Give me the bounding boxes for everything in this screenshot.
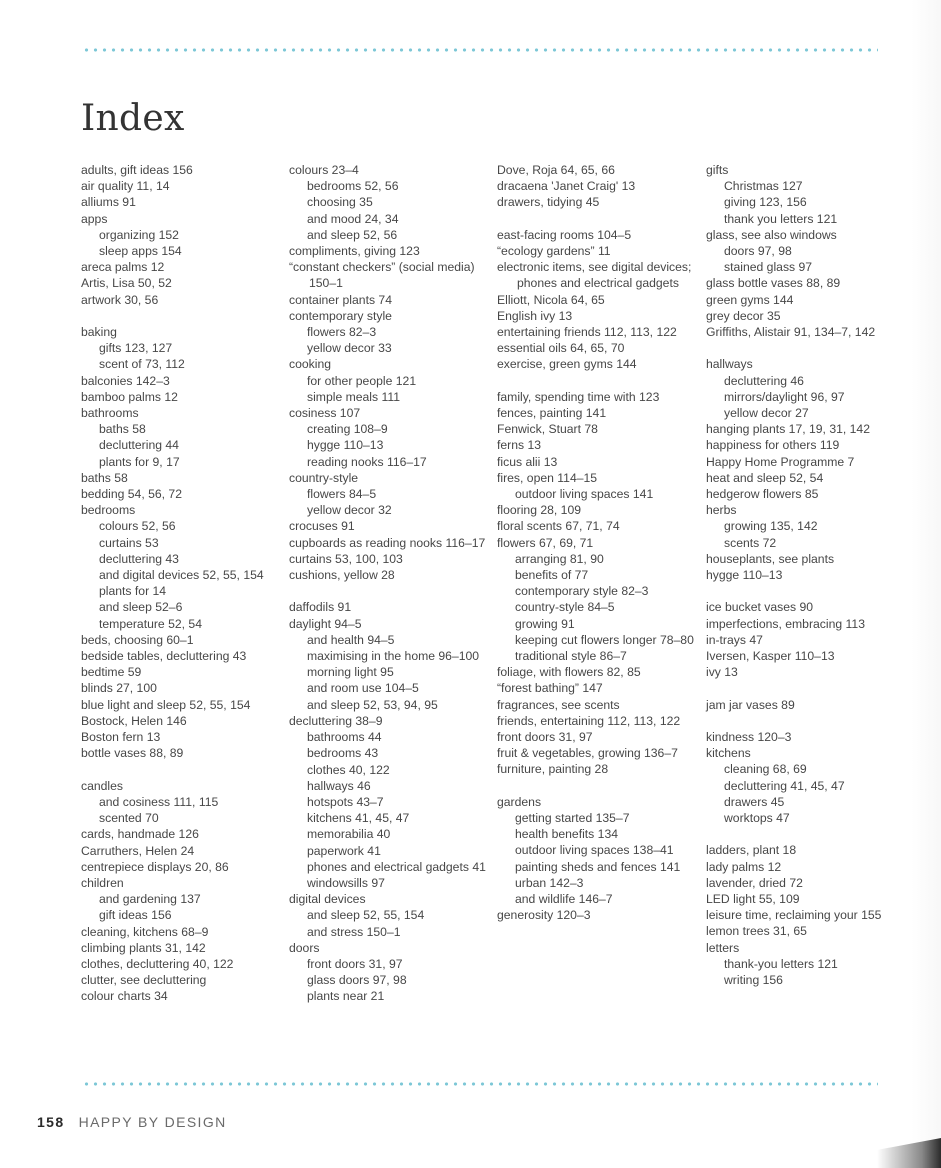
index-entry: green gyms 144: [706, 292, 794, 307]
index-entry: happiness for others 119: [706, 438, 840, 453]
index-subentry: decluttering 41, 45, 47: [724, 778, 845, 793]
index-subentry: phones and electrical gadgets 41: [307, 859, 486, 874]
index-subentry: creating 108–9: [307, 422, 388, 437]
index-entry: kindness 120–3: [706, 730, 792, 745]
index-entry: Artis, Lisa 50, 52: [81, 276, 172, 291]
index-entry: hygge 110–13: [706, 568, 783, 583]
index-entry: daylight 94–5: [289, 616, 362, 631]
index-subentry: stained glass 97: [724, 260, 813, 275]
page-footer: [37, 1114, 227, 1130]
index-entry: Happy Home Programme 7: [706, 454, 855, 469]
entry-spacer: [81, 762, 281, 778]
index-entry: generosity 120–3: [497, 908, 591, 923]
index-entry: balconies 142–3: [81, 373, 170, 388]
index-subentry: getting started 135–7: [515, 811, 630, 826]
index-subentry: flowers 84–5: [307, 487, 377, 502]
index-entry: Iversen, Kasper 110–13: [706, 649, 835, 664]
entry-spacer: [81, 308, 281, 324]
index-entry: bedtime 59: [81, 665, 142, 680]
index-entry: fires, open 114–15: [497, 470, 598, 485]
index-entry: grey decor 35: [706, 308, 781, 323]
index-entry: beds, choosing 60–1: [81, 632, 194, 647]
index-entry: bamboo palms 12: [81, 389, 178, 404]
index-subentry: baths 58: [99, 422, 146, 437]
index-entry: digital devices: [289, 892, 366, 907]
index-subentry: reading nooks 116–17: [307, 454, 427, 469]
index-entry: glass, see also windows: [706, 227, 837, 242]
index-subentry: thank you letters 121: [724, 211, 838, 226]
index-entry: in-trays 47: [706, 632, 763, 647]
index-subentry: curtains 53: [99, 535, 159, 550]
index-entry: gardens: [497, 794, 542, 809]
index-subentry: hallways 46: [307, 778, 371, 793]
index-subentry: and gardening 137: [99, 892, 201, 907]
index-entry: bedrooms: [81, 503, 136, 518]
index-entry: heat and sleep 52, 54: [706, 470, 824, 485]
index-entry: glass bottle vases 88, 89: [706, 276, 841, 291]
index-entry: herbs: [706, 503, 737, 518]
index-entry: English ivy 13: [497, 308, 573, 323]
index-subentry: colours 52, 56: [99, 519, 176, 534]
entry-spacer: [706, 826, 891, 842]
index-entry: clothes, decluttering 40, 122: [81, 956, 234, 971]
index-entry: lavender, dried 72: [706, 875, 803, 890]
index-subentry: and sleep 52–6: [99, 600, 183, 615]
index-entry: ivy 13: [706, 665, 738, 680]
index-entry: family, spending time with 123: [497, 389, 660, 404]
index-subentry: kitchens 41, 45, 47: [307, 811, 410, 826]
index-entry: blue light and sleep 52, 55, 154: [81, 697, 251, 712]
index-subentry: and room use 104–5: [307, 681, 419, 696]
index-subentry: thank-you letters 121: [724, 956, 838, 971]
index-entry: houseplants, see plants: [706, 551, 835, 566]
index-entry: Carruthers, Helen 24: [81, 843, 195, 858]
index-entry: baking: [81, 325, 117, 340]
index-entry: hedgerow flowers 85: [706, 487, 819, 502]
index-subentry: yellow decor 27: [724, 406, 809, 421]
index-entry: flooring 28, 109: [497, 503, 582, 518]
index-subentry: decluttering 43: [99, 551, 179, 566]
index-subentry: growing 135, 142: [724, 519, 818, 534]
index-entry: exercise, green gyms 144: [497, 357, 637, 372]
index-entry: curtains 53, 100, 103: [289, 551, 403, 566]
page-number: 158: [37, 1114, 65, 1130]
index-entry: friends, entertaining 112, 113, 122: [497, 713, 681, 728]
page-edge-shadow: [911, 0, 941, 1168]
index-entry: crocuses 91: [289, 519, 355, 534]
index-subentry: contemporary style 82–3: [515, 584, 649, 599]
index-subentry: drawers 45: [724, 794, 785, 809]
index-entry: lemon trees 31, 65: [706, 924, 807, 939]
index-entry: electronic items, see digital devices; phones and electrical gadgets: [497, 260, 692, 291]
entry-spacer: [706, 583, 891, 599]
index-column-4: [706, 162, 891, 988]
index-subentry: and sleep 52, 53, 94, 95: [307, 697, 438, 712]
index-subentry: arranging 81, 90: [515, 551, 604, 566]
index-subentry: doors 97, 98: [724, 244, 792, 259]
index-subentry: urban 142–3: [515, 875, 584, 890]
index-subentry: plants for 9, 17: [99, 454, 180, 469]
entry-spacer: [289, 583, 489, 599]
index-entry: blinds 27, 100: [81, 681, 157, 696]
index-subentry: traditional style 86–7: [515, 649, 627, 664]
index-subentry: paperwork 41: [307, 843, 381, 858]
index-entry: jam jar vases 89: [706, 697, 795, 712]
index-entry: ice bucket vases 90: [706, 600, 814, 615]
index-subentry: giving 123, 156: [724, 195, 807, 210]
index-entry: alliums 91: [81, 195, 136, 210]
entry-spacer: [706, 713, 891, 729]
index-subentry: and wildlife 146–7: [515, 892, 613, 907]
page-corner-shadow: [781, 1138, 941, 1168]
index-entry: decluttering 38–9: [289, 713, 383, 728]
entry-spacer: [497, 778, 697, 794]
index-subentry: front doors 31, 97: [307, 956, 403, 971]
index-entry: adults, gift ideas 156: [81, 163, 193, 177]
index-subentry: worktops 47: [724, 811, 790, 826]
index-entry: floral scents 67, 71, 74: [497, 519, 620, 534]
index-entry: letters: [706, 940, 740, 955]
index-subentry: sleep apps 154: [99, 244, 182, 259]
index-entry: hallways: [706, 357, 753, 372]
index-entry: Dove, Roja 64, 65, 66: [497, 163, 615, 177]
index-entry: east-facing rooms 104–5: [497, 227, 632, 242]
index-entry: cosiness 107: [289, 406, 361, 421]
index-entry: fragrances, see scents: [497, 697, 620, 712]
index-subentry: flowers 82–3: [307, 325, 377, 340]
index-subentry: for other people 121: [307, 373, 417, 388]
running-title: HAPPY BY DESIGN: [78, 1114, 227, 1130]
index-subentry: clothes 40, 122: [307, 762, 390, 777]
index-subentry: bathrooms 44: [307, 730, 382, 745]
index-entry: bedding 54, 56, 72: [81, 487, 182, 502]
index-entry: fences, painting 141: [497, 406, 607, 421]
index-entry: flowers 67, 69, 71: [497, 535, 594, 550]
entry-spacer: [497, 211, 697, 227]
index-entry: areca palms 12: [81, 260, 165, 275]
index-entry: essential oils 64, 65, 70: [497, 341, 625, 356]
top-dotted-rule: [82, 48, 878, 52]
index-entry: ferns 13: [497, 438, 542, 453]
index-entry: ficus alii 13: [497, 454, 558, 469]
index-subentry: benefits of 77: [515, 568, 589, 583]
index-entry: country-style: [289, 470, 359, 485]
index-entry: fruit & vegetables, growing 136–7: [497, 746, 678, 761]
index-subentry: bedrooms 43: [307, 746, 379, 761]
index-entry: furniture, painting 28: [497, 762, 609, 777]
index-entry: Griffiths, Alistair 91, 134–7, 142: [706, 325, 876, 340]
index-subentry: simple meals 111: [307, 389, 401, 404]
index-subentry: and cosiness 111, 115: [99, 794, 219, 809]
bottom-dotted-rule: [82, 1082, 878, 1086]
index-entry: daffodils 91: [289, 600, 352, 615]
index-subentry: temperature 52, 54: [99, 616, 202, 631]
index-entry: air quality 11, 14: [81, 179, 170, 194]
index-subentry: morning light 95: [307, 665, 394, 680]
index-subentry: and stress 150–1: [307, 924, 401, 939]
index-subentry: decluttering 46: [724, 373, 804, 388]
index-entry: LED light 55, 109: [706, 892, 800, 907]
index-entry: artwork 30, 56: [81, 292, 159, 307]
index-entry: colour charts 34: [81, 989, 168, 1004]
index-entry: cushions, yellow 28: [289, 568, 395, 583]
entry-spacer: [706, 340, 891, 356]
index-column-2: [289, 162, 489, 1005]
index-subentry: choosing 35: [307, 195, 373, 210]
index-entry: clutter, see decluttering: [81, 973, 207, 988]
index-entry: bathrooms: [81, 406, 139, 421]
index-entry: apps: [81, 211, 108, 226]
index-subentry: hotspots 43–7: [307, 794, 384, 809]
index-entry: bottle vases 88, 89: [81, 746, 184, 761]
index-entry: doors: [289, 940, 320, 955]
index-subentry: gifts 123, 127: [99, 341, 173, 356]
index-entry: climbing plants 31, 142: [81, 940, 206, 955]
index-subentry: organizing 152: [99, 227, 179, 242]
index-entry: “forest bathing” 147: [497, 681, 603, 696]
index-entry: container plants 74: [289, 292, 392, 307]
index-entry: cooking: [289, 357, 332, 372]
index-subentry: glass doors 97, 98: [307, 973, 407, 988]
index-subentry: and mood 24, 34: [307, 211, 399, 226]
index-subentry: yellow decor 32: [307, 503, 392, 518]
index-subentry: cleaning 68, 69: [724, 762, 807, 777]
index-subentry: and sleep 52, 56: [307, 227, 398, 242]
index-entry: kitchens: [706, 746, 751, 761]
index-entry: dracaena 'Janet Craig' 13: [497, 179, 636, 194]
index-subentry: decluttering 44: [99, 438, 179, 453]
index-subentry: plants near 21: [307, 989, 385, 1004]
index-entry: drawers, tidying 45: [497, 195, 600, 210]
index-entry: entertaining friends 112, 113, 122: [497, 325, 677, 340]
index-subentry: mirrors/daylight 96, 97: [724, 389, 845, 404]
index-column-1: [81, 162, 281, 1005]
index-subentry: country-style 84–5: [515, 600, 615, 615]
index-subentry: and digital devices 52, 55, 154: [99, 568, 264, 583]
index-entry: children: [81, 875, 124, 890]
index-entry: ladders, plant 18: [706, 843, 797, 858]
index-entry: cupboards as reading nooks 116–17: [289, 535, 486, 550]
index-subentry: painting sheds and fences 141: [515, 859, 681, 874]
index-entry: Bostock, Helen 146: [81, 713, 187, 728]
index-entry: colours 23–4: [289, 163, 359, 177]
index-subentry: scented 70: [99, 811, 159, 826]
entry-spacer: [497, 373, 697, 389]
index-entry: bedside tables, decluttering 43: [81, 649, 247, 664]
index-subentry: scent of 73, 112: [99, 357, 185, 372]
index-subentry: gift ideas 156: [99, 908, 172, 923]
index-column-3: [497, 162, 697, 924]
index-subentry: and health 94–5: [307, 632, 395, 647]
index-subentry: maximising in the home 96–100: [307, 649, 480, 664]
index-subentry: outdoor living spaces 141: [515, 487, 654, 502]
index-subentry: growing 91: [515, 616, 575, 631]
index-entry: Boston fern 13: [81, 730, 161, 745]
index-entry: cleaning, kitchens 68–9: [81, 924, 209, 939]
index-subentry: hygge 110–13: [307, 438, 384, 453]
index-entry: imperfections, embracing 113: [706, 616, 865, 631]
index-entry: “ecology gardens” 11: [497, 244, 611, 258]
index-entry: lady palms 12: [706, 859, 782, 874]
index-subentry: windowsills 97: [307, 875, 385, 890]
index-entry: Elliott, Nicola 64, 65: [497, 292, 605, 307]
index-subentry: bedrooms 52, 56: [307, 179, 399, 194]
index-subentry: and sleep 52, 55, 154: [307, 908, 425, 923]
index-subentry: health benefits 134: [515, 827, 618, 842]
index-entry: Fenwick, Stuart 78: [497, 422, 598, 437]
index-entry: “constant checkers” (social media) 150–1: [289, 260, 475, 291]
index-entry: foliage, with flowers 82, 85: [497, 665, 641, 680]
index-entry: centrepiece displays 20, 86: [81, 859, 229, 874]
index-entry: compliments, giving 123: [289, 244, 420, 259]
index-subentry: Christmas 127: [724, 179, 803, 194]
index-entry: gifts: [706, 163, 729, 177]
index-entry: baths 58: [81, 470, 128, 485]
index-subentry: writing 156: [724, 973, 783, 988]
entry-spacer: [706, 680, 891, 696]
index-subentry: scents 72: [724, 535, 777, 550]
index-entry: hanging plants 17, 19, 31, 142: [706, 422, 870, 437]
index-entry: candles: [81, 778, 124, 793]
index-entry: leisure time, reclaiming your 155: [706, 908, 882, 923]
index-entry: front doors 31, 97: [497, 730, 593, 745]
index-subentry: memorabilia 40: [307, 827, 391, 842]
index-subentry: yellow decor 33: [307, 341, 392, 356]
index-subentry: outdoor living spaces 138–41: [515, 843, 674, 858]
index-subentry: plants for 14: [99, 584, 167, 599]
page-title: Index: [81, 98, 185, 139]
index-entry: cards, handmade 126: [81, 827, 199, 842]
index-subentry: keeping cut flowers longer 78–80: [515, 632, 694, 647]
index-entry: contemporary style: [289, 308, 392, 323]
